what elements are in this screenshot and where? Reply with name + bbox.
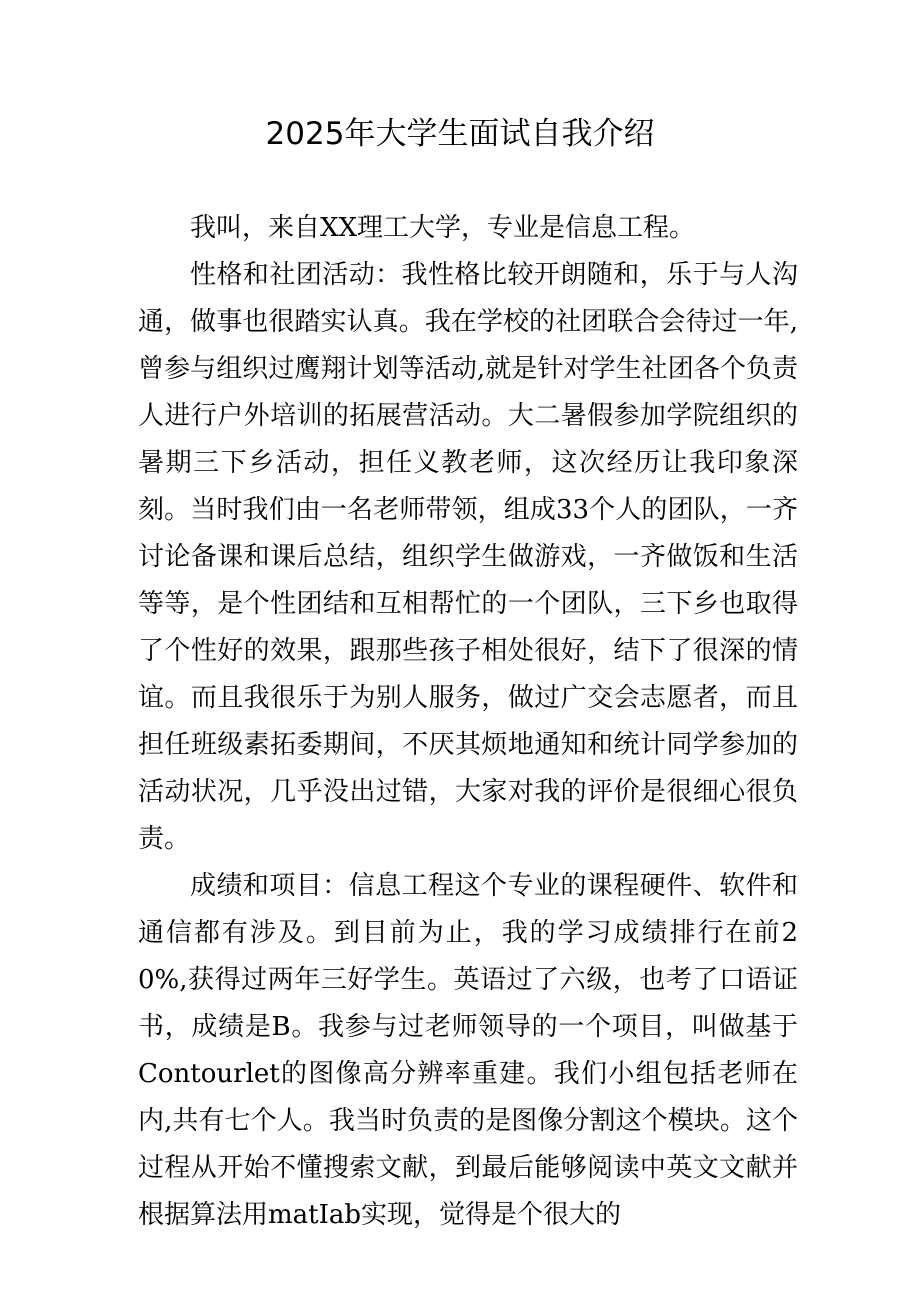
- paragraph-personality-activities: 性格和社团活动：我性格比较开朗随和，乐于与人沟通，做事也很踏实认真。我在学校的社团联合会待过一年,曾参与组织过鹰翔计划等活动,就是针对学生社团各个负责人进行户外培训的拓展营活动。大二暑假参加学院组织的暑期三下乡活动，担任义教老师，这次经历让我印象深刻。当时我们由一名老师带领，组成33个人的团队，一齐讨论备课和课后总结，组织学生做游戏，一齐做饭和生活等等，是个性团结和互相帮忙的一个团队，三下乡也取得了个性好的效果，跟那些孩子相处很好，结下了很深的情谊。而且我很乐于为别人服务，做过广交会志愿者，而且担任班级素拓委期间，不厌其烦地通知和统计同学参加的活动状况，几乎没出过错，大家对我的评价是很细心很负责。: [138, 260, 798, 854]
- document-title: 2025年大学生面试自我介绍: [265, 116, 655, 152]
- paragraph-intro: 我叫，来自XX理工大学，专业是信息工程。: [190, 213, 696, 243]
- document-body: [138, 205, 798, 1239]
- paragraph-grades-projects: 成绩和项目：信息工程这个专业的课程硬件、软件和通信都有涉及。到目前为止，我的学习成绩排行在前20%,获得过两年三好学生。英语过了六级，也考了口语证书，成绩是B。我参与过老师领导的一个项目，叫做基于Contourlet的图像高分辨率重建。我们小组包括老师在内,共有七个人。我当时负责的是图像分割这个模块。这个过程从开始不懂搜索文献，到最后能够阅读中英文文献并根据算法用matIab实现，觉得是个很大的: [138, 871, 798, 1230]
